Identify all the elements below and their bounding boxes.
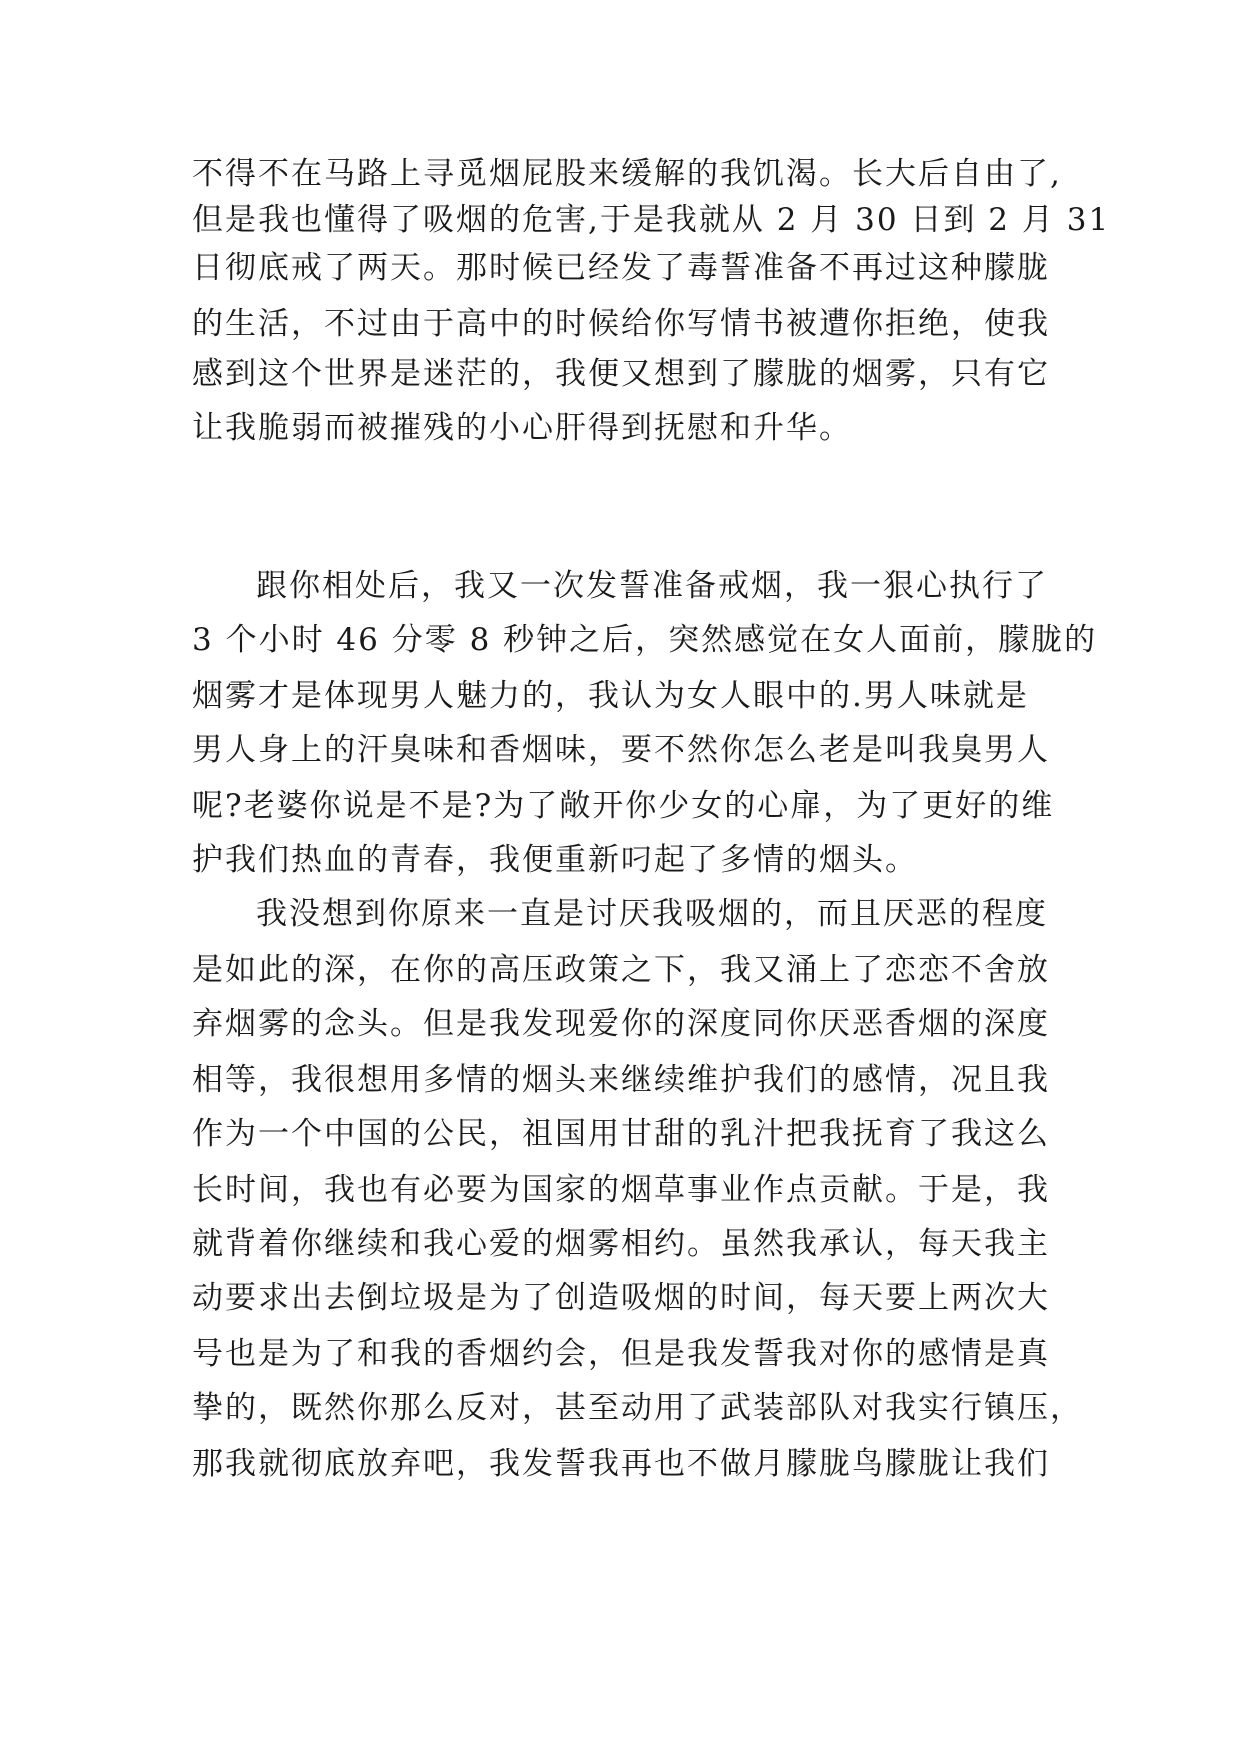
text-line: 动要求出去倒垃圾是为了创造吸烟的时间，每天要上两次大 <box>192 1280 1050 1316</box>
text-line: 我没想到你原来一直是讨厌我吸烟的，而且厌恶的程度 <box>256 896 1048 932</box>
text-line: 就背着你继续和我心爱的烟雾相约。虽然我承认，每天我主 <box>192 1226 1050 1262</box>
text-line: 3 个小时 46 分零 8 秒钟之后，突然感觉在女人面前，朦胧的 <box>192 622 1098 658</box>
text-line: 男人身上的汗臭味和香烟味，要不然你怎么老是叫我臭男人 <box>192 732 1050 768</box>
text-line: 日彻底戒了两天。那时候已经发了毒誓准备不再过这种朦胧 <box>192 250 1050 286</box>
text-line: 烟雾才是体现男人魅力的，我认为女人眼中的.男人味就是 <box>192 678 1029 714</box>
text-line: 挚的，既然你那么反对，甚至动用了武装部队对我实行镇压， <box>192 1390 1083 1426</box>
text-line: 不得不在马路上寻觅烟屁股来缓解的我饥渴。长大后自由了, <box>192 156 1062 192</box>
text-line: 的生活，不过由于高中的时候给你写情书被遭你拒绝，使我 <box>192 306 1050 342</box>
text-line: 护我们热血的青春，我便重新叼起了多情的烟头。 <box>192 842 918 878</box>
text-line: 感到这个世界是迷茫的，我便又想到了朦胧的烟雾，只有它 <box>192 356 1050 392</box>
text-line: 那我就彻底放弃吧，我发誓我再也不做月朦胧鸟朦胧让我们 <box>192 1446 1050 1482</box>
text-line: 让我脆弱而被摧残的小心肝得到抚慰和升华。 <box>192 410 852 446</box>
text-line: 号也是为了和我的香烟约会，但是我发誓我对你的感情是真 <box>192 1336 1050 1372</box>
text-line: 跟你相处后，我又一次发誓准备戒烟，我一狠心执行了 <box>256 568 1048 604</box>
text-line: 是如此的深，在你的高压政策之下，我又涌上了恋恋不舍放 <box>192 952 1050 988</box>
text-line: 相等，我很想用多情的烟头来继续维护我们的感情，况且我 <box>192 1062 1050 1098</box>
text-line: 弃烟雾的念头。但是我发现爱你的深度同你厌恶香烟的深度 <box>192 1006 1050 1042</box>
text-line: 但是我也懂得了吸烟的危害,于是我就从 2 月 30 日到 2 月 31 <box>192 202 1111 238</box>
text-line: 作为一个中国的公民，祖国用甘甜的乳汁把我抚育了我这么 <box>192 1116 1050 1152</box>
text-line: 呢?老婆你说是不是?为了敞开你少女的心扉，为了更好的维 <box>192 788 1055 824</box>
text-line: 长时间，我也有必要为国家的烟草事业作点贡献。于是，我 <box>192 1172 1050 1208</box>
